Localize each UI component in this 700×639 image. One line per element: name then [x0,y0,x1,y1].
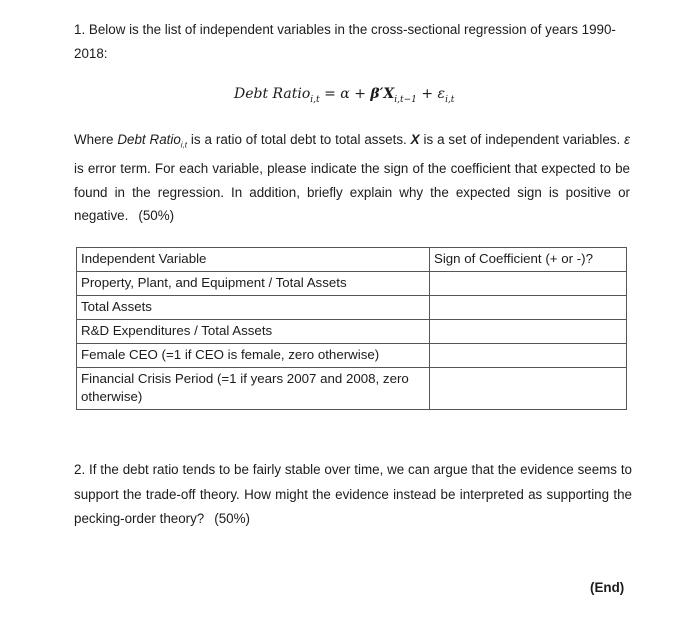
desc-text-2: is a ratio of total debt to total assets. [187,132,411,147]
equation-lhs-subscript: i,t [310,94,320,105]
header-sign: Sign of Coefficient (+ or -)? [429,248,626,272]
table-row [77,296,627,320]
equation-plus-2: + [416,86,438,102]
variable-cell: Female CEO (=1 if CEO is female, zero otherwise) [77,344,430,368]
sign-cell[interactable] [429,296,626,320]
table-row [77,344,627,368]
variable-cell: R&D Expenditures / Total Assets [77,320,430,344]
question-2 [74,458,632,532]
header-variable: Independent Variable [77,248,430,272]
equation-x: X [383,86,395,102]
desc-text-3: is a set of independent variables. [419,132,625,147]
question-1-description [74,128,630,228]
equation-alpha: α [340,86,350,102]
variable-cell: Total Assets [77,296,430,320]
equation-equals: = [319,86,341,102]
question-2-text: 2. If the debt ratio tends to be fairly stable over time, we can argue that the evidence seems to support the trade-off theory. How might the evidence instead be interpreted as supporting the pecking-order theory? [74,462,632,526]
variable-cell: Financial Crisis Period (=1 if years 2007 and 2008, zero otherwise) [77,368,430,410]
desc-epsilon: ε [624,132,630,147]
sign-cell[interactable] [429,344,626,368]
question-2-weight: (50%) [214,511,250,526]
table-header-row [77,248,627,272]
desc-debt-ratio-subscript: i,t [180,140,188,150]
table-row [77,368,627,410]
desc-x: X [410,132,420,147]
equation-lhs: Debt Ratio [234,86,311,102]
table-row [77,320,627,344]
variable-cell: Property, Plant, and Equipment / Total Assets [77,272,430,296]
equation-plus-1: + [349,86,371,102]
desc-debt-ratio: Debt Ratio [117,132,181,147]
question-1-weight: (50%) [138,208,175,224]
sign-cell[interactable] [429,320,626,344]
equation-beta: β′ [370,86,384,102]
equation-x-subscript: i,t−1 [394,94,417,105]
regression-equation [234,86,454,105]
sign-cell[interactable] [429,272,626,296]
desc-text-4: is error term. For each variable, please indicate the sign of the coefficient that expected to be found in the regression. In addition, briefly explain why the expected sign is positive or negative. [74,161,630,224]
equation-epsilon-subscript: i,t [445,94,455,105]
end-label: (End) [590,580,625,595]
variables-table [76,247,627,410]
question-1-intro: 1. Below is the list of independent variables in the cross-sectional regression of years 1990-2018: [74,22,616,61]
desc-text-1: Where [74,132,118,147]
table-row [77,272,627,296]
sign-cell[interactable] [429,368,626,410]
equation-epsilon: ε [437,86,446,102]
